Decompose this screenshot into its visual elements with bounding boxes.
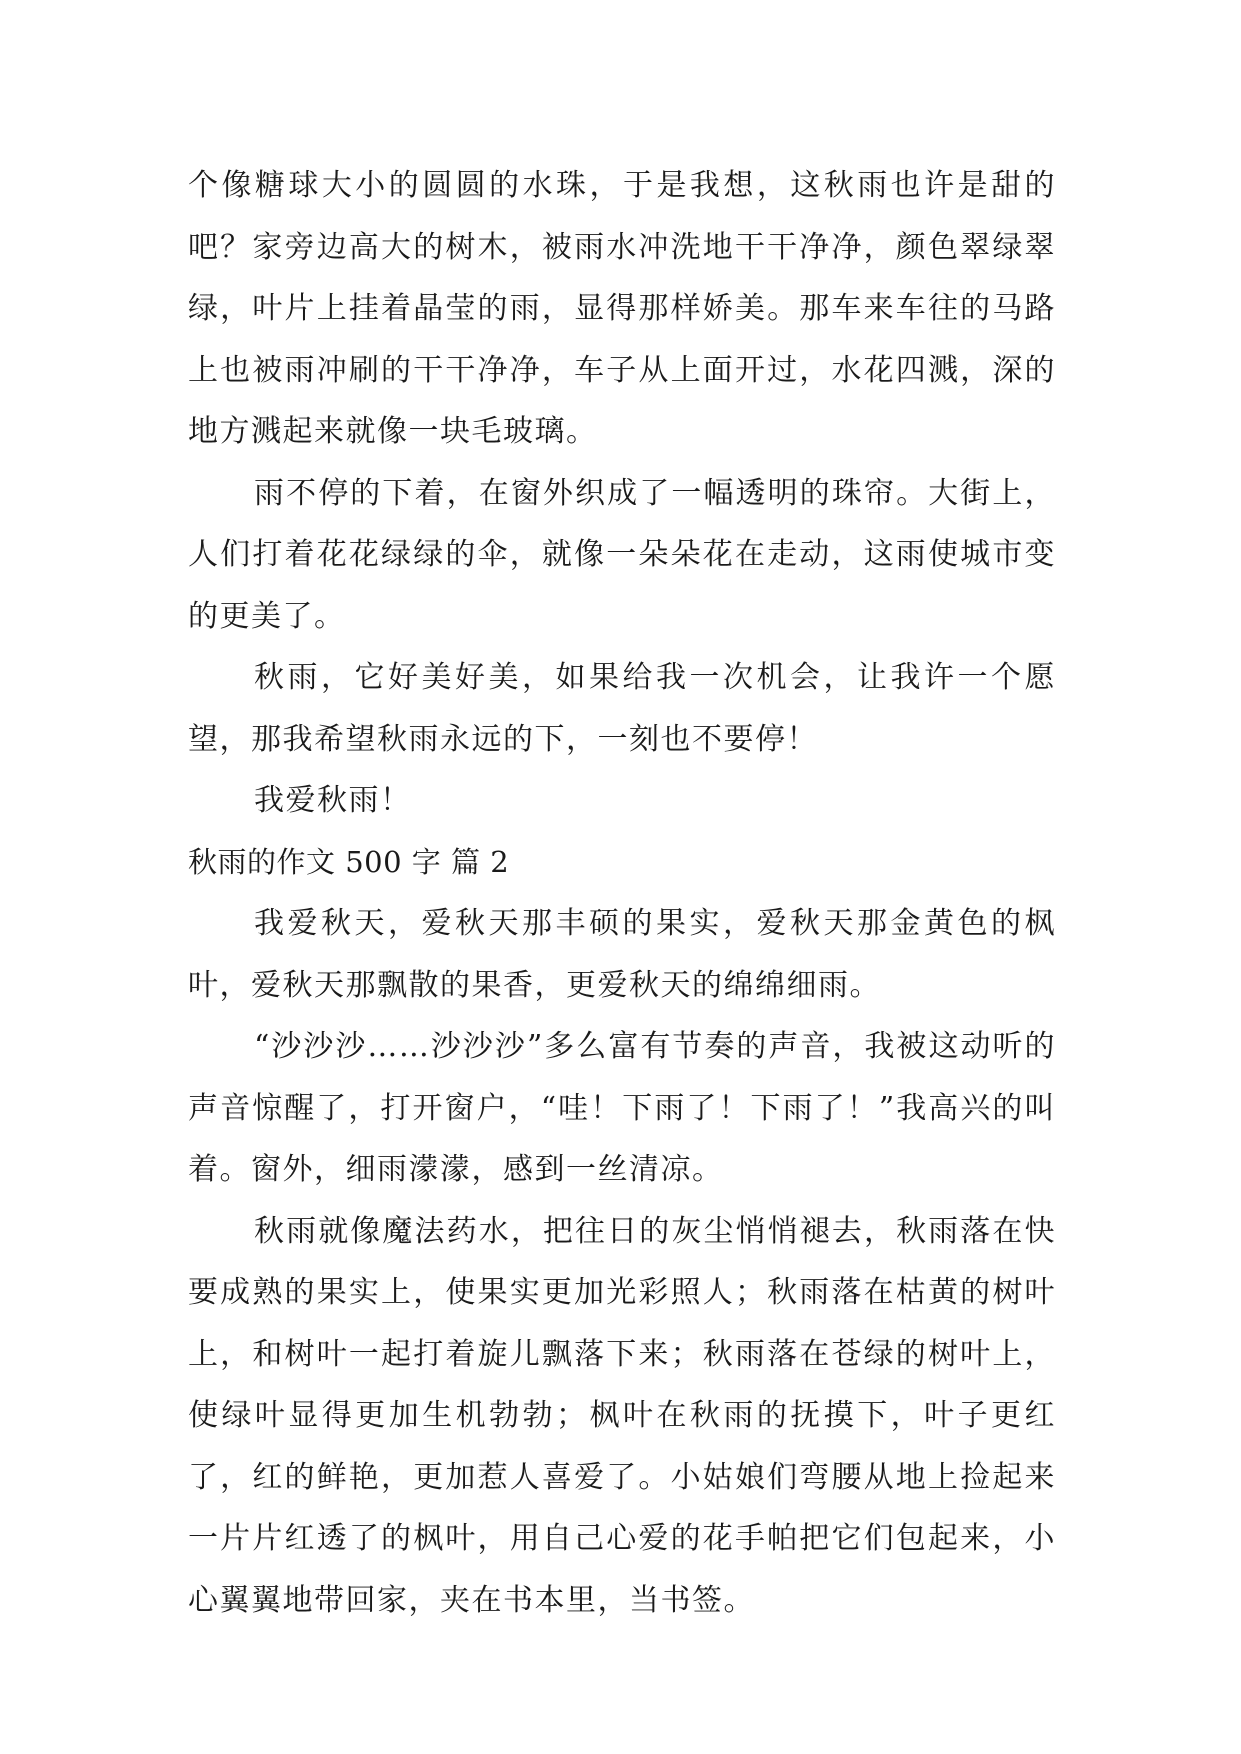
paragraph: 雨不停的下着，在窗外织成了一幅透明的珠帘。大街上，人们打着花花绿绿的伞，就像一朵朵花在走动，这雨使城市变的更美了。: [188, 475, 1056, 634]
paragraph: 我爱秋雨！: [254, 783, 412, 818]
section-heading: 秋雨的作文 500 字 篇 2: [188, 844, 510, 879]
document-body: [188, 155, 1056, 1631]
paragraph: 秋雨，它好美好美，如果给我一次机会，让我许一个愿望，那我希望秋雨永远的下，一刻也不要停！: [188, 660, 1056, 757]
paragraph: “沙沙沙……沙沙沙”多么富有节奏的声音，我被这动听的声音惊醒了，打开窗户，“哇！下雨了！下雨了！”我高兴的叫着。窗外，细雨濛濛，感到一丝清凉。: [188, 1029, 1056, 1187]
paragraph: 秋雨就像魔法药水，把往日的灰尘悄悄褪去，秋雨落在快要成熟的果实上，使果实更加光彩照人；秋雨落在枯黄的树叶上，和树叶一起打着旋儿飘落下来；秋雨落在苍绿的树叶上，使绿叶显得更加生机勃勃；枫叶在秋雨的抚摸下，叶子更红了，红的鲜艳，更加惹人喜爱了。小姑娘们弯腰从地上捡起来一片片红透了的枫叶，用自己心爱的花手帕把它们包起来，小心翼翼地带回家，夹在书本里，当书签。: [188, 1213, 1056, 1618]
paragraph: 我爱秋天，爱秋天那丰硕的果实，爱秋天那金黄色的枫叶，爱秋天那飘散的果香，更爱秋天的绵绵细雨。: [188, 906, 1056, 1003]
paragraph-continued: 个像糖球大小的圆圆的水珠，于是我想，这秋雨也许是甜的吧？家旁边高大的树木，被雨水冲洗地干干净净，颜色翠绿翠绿，叶片上挂着晶莹的雨，显得那样娇美。那车来车往的马路上也被雨冲刷的干干净净，车子从上面开过，水花四溅，深的地方溅起来就像一块毛玻璃。: [188, 168, 1056, 449]
